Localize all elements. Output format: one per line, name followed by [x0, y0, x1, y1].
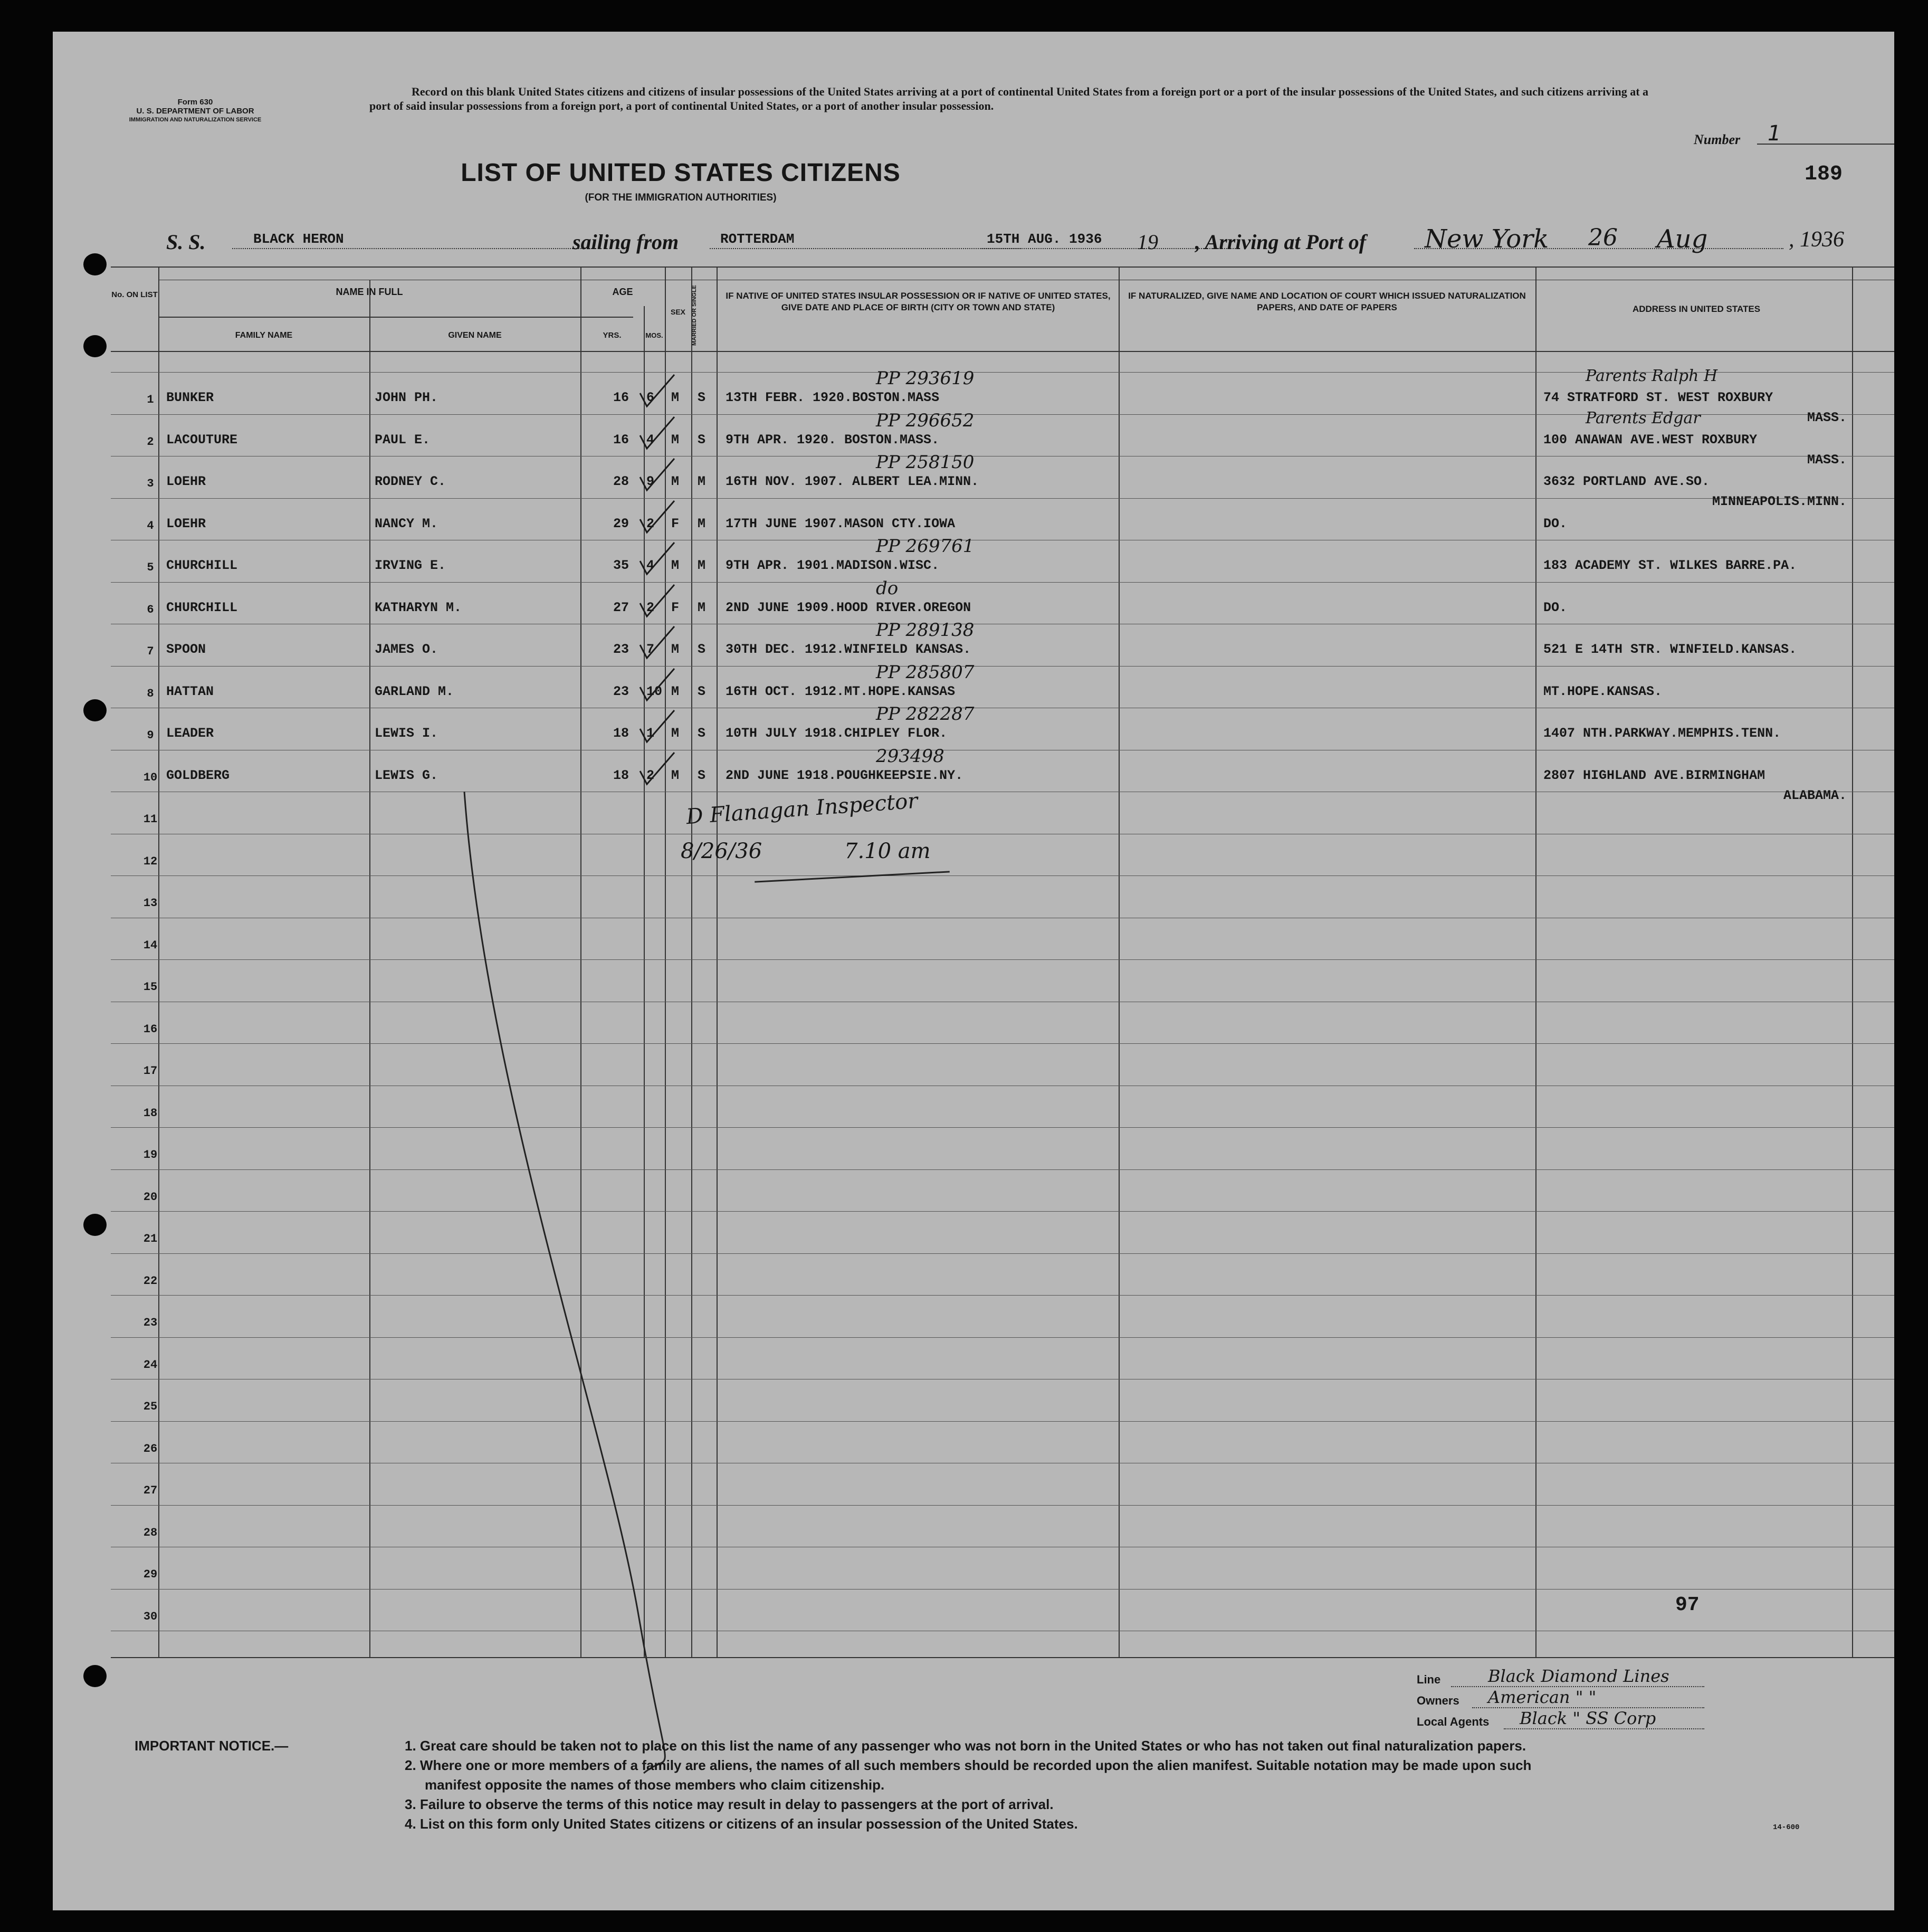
family-name: LEADER	[166, 726, 214, 741]
us-address-line2: ALABAMA.	[1783, 787, 1847, 803]
marital-status: M	[698, 516, 706, 531]
sex: M	[671, 432, 680, 448]
age-months: 2	[646, 516, 655, 531]
given-name: IRVING E.	[375, 558, 446, 573]
family-name: LACOUTURE	[166, 432, 238, 448]
row-number: 26	[143, 1442, 158, 1455]
given-name: JAMES O.	[375, 642, 438, 657]
us-address: 183 ACADEMY ST. WILKES BARRE.PA.	[1543, 558, 1797, 573]
row-number: 25	[143, 1400, 158, 1413]
us-address: 1407 NTH.PARKWAY.MEMPHIS.TENN.	[1543, 726, 1781, 741]
given-name: KATHARYN M.	[375, 599, 462, 615]
age-years: 16	[613, 432, 629, 448]
family-name: LOEHR	[166, 474, 206, 489]
line-value: Black Diamond Lines	[1488, 1666, 1669, 1686]
notice-label: IMPORTANT NOTICE.—	[135, 1738, 289, 1754]
row-number: 1	[147, 393, 154, 406]
age-years: 28	[613, 474, 629, 489]
service-name: IMMIGRATION AND NATURALIZATION SERVICE	[129, 117, 262, 123]
number-value: 1	[1768, 121, 1781, 146]
family-name: GOLDBERG	[166, 767, 230, 783]
given-name: PAUL E.	[375, 432, 431, 448]
row-number: 28	[143, 1526, 158, 1539]
header-naturalized: IF NATURALIZED, GIVE NAME AND LOCATION OF COURT WHICH ISSUED NATURALIZATION PAPERS, AND DATE OF PAPERS	[1128, 291, 1526, 312]
row-number: 7	[147, 645, 154, 658]
header-no-on-list: No. ON LIST	[111, 290, 158, 299]
header-family-name: FAMILY NAME	[235, 331, 293, 340]
marital-status: S	[698, 726, 706, 741]
passport-number: PP 289138	[876, 620, 975, 641]
birth-info: 13TH FEBR. 1920.BOSTON.MASS	[726, 390, 940, 405]
row-number: 27	[143, 1484, 158, 1497]
row-number: 12	[143, 854, 158, 868]
inspection-date: 8/26/36	[681, 839, 762, 863]
form-code: 14-600	[1773, 1823, 1800, 1832]
family-name: CHURCHILL	[166, 558, 238, 573]
passport-number: PP 285807	[876, 661, 975, 683]
row-number: 8	[147, 687, 154, 700]
us-address: MT.HOPE.KANSAS.	[1543, 683, 1663, 699]
age-months: 4	[646, 432, 655, 448]
birth-info: 16TH NOV. 1907. ALBERT LEA.MINN.	[726, 474, 979, 489]
row-number: 18	[143, 1106, 158, 1120]
binder-hole	[83, 1214, 107, 1236]
notice-item-2-cont: manifest opposite the names of those members who claim citizenship.	[425, 1777, 885, 1793]
sex: M	[671, 767, 680, 783]
row-number: 4	[147, 519, 154, 532]
agents-label: Local Agents	[1417, 1715, 1490, 1728]
department-name: U. S. DEPARTMENT OF LABOR	[136, 107, 254, 116]
age-years: 27	[613, 599, 629, 615]
header-given-name: GIVEN NAME	[448, 331, 502, 340]
marital-status: M	[698, 474, 706, 489]
header-age: AGE	[612, 287, 633, 297]
number-label: Number	[1694, 132, 1741, 147]
tally-number: 97	[1675, 1594, 1700, 1616]
header-yrs: YRS.	[603, 331, 622, 340]
owners-value: American " "	[1488, 1687, 1597, 1707]
inspector-signature: D Flanagan Inspector	[685, 788, 919, 830]
family-name: CHURCHILL	[166, 599, 238, 615]
row-number: 30	[143, 1610, 158, 1623]
notice-item-3: 3. Failure to observe the terms of this notice may result in delay to passengers at the port of arrival.	[405, 1796, 1054, 1812]
binder-hole	[83, 335, 107, 357]
row-number: 29	[143, 1568, 158, 1581]
age-months: 2	[646, 599, 655, 615]
given-name: NANCY M.	[375, 516, 438, 531]
row-number: 22	[143, 1274, 158, 1288]
owners-label: Owners	[1417, 1694, 1459, 1707]
sailing-from-label: sailing from	[572, 230, 679, 254]
line-label: Line	[1417, 1673, 1441, 1686]
age-years: 16	[613, 390, 629, 405]
arrival-month: Aug	[1657, 224, 1708, 254]
age-months: 2	[646, 767, 655, 783]
passport-number: PP 269761	[876, 536, 975, 557]
row-number: 6	[147, 603, 154, 616]
row-number: 13	[143, 897, 158, 910]
age-months: 10	[646, 683, 663, 699]
marital-status: M	[698, 599, 706, 615]
sex: M	[671, 683, 680, 699]
row-number: 9	[147, 729, 154, 742]
departure-port: ROTTERDAM	[720, 231, 795, 247]
binder-hole	[83, 253, 107, 275]
birth-info: 10TH JULY 1918.CHIPLEY FLOR.	[726, 726, 948, 741]
binder-hole	[83, 699, 107, 721]
row-number: 15	[143, 981, 158, 994]
year-suffix: 19	[1137, 230, 1158, 254]
departure-date: 15TH AUG. 1936	[987, 231, 1102, 247]
us-address-line2: MASS.	[1807, 410, 1847, 425]
family-name: HATTAN	[166, 683, 214, 699]
given-name: LEWIS G.	[375, 767, 438, 783]
us-address: DO.	[1543, 516, 1568, 531]
marital-status: S	[698, 390, 706, 405]
notice-item-1: 1. Great care should be taken not to place on this list the name of any passenger who was not born in the United States or who has not taken out final naturalization papers.	[405, 1738, 1526, 1754]
table-bottom-border	[111, 1657, 1894, 1658]
age-months: 7	[646, 642, 655, 657]
given-name: LEWIS I.	[375, 726, 438, 741]
birth-info: 2ND JUNE 1918.POUGHKEEPSIE.NY.	[726, 767, 963, 783]
row-number: 21	[143, 1232, 158, 1245]
birth-info: 17TH JUNE 1907.MASON CTY.IOWA	[726, 516, 956, 531]
header-married-single: MARRIED OR SINGLE	[691, 285, 698, 346]
sex: F	[671, 599, 680, 615]
marital-status: S	[698, 683, 706, 699]
age-years: 23	[613, 683, 629, 699]
sex: F	[671, 516, 680, 531]
family-name: SPOON	[166, 642, 206, 657]
row-number: 3	[147, 477, 154, 490]
passport-number: 293498	[876, 745, 944, 767]
age-years: 18	[613, 726, 629, 741]
agents-underline	[1504, 1728, 1704, 1729]
passport-number: PP 258150	[876, 452, 975, 473]
row-number: 10	[143, 770, 158, 784]
family-name: BUNKER	[166, 390, 214, 405]
agents-value: Black " SS Corp	[1520, 1708, 1656, 1728]
row-number: 11	[143, 813, 158, 826]
arrival-year: , 1936	[1789, 227, 1844, 252]
marital-status: S	[698, 432, 706, 448]
sex: M	[671, 390, 680, 405]
us-address-line2: MASS.	[1807, 452, 1847, 468]
passport-number: PP 282287	[876, 703, 975, 725]
row-number: 5	[147, 561, 154, 574]
row-number: 14	[143, 938, 158, 952]
ship-name: BLACK HERON	[253, 231, 344, 247]
form-number: Form 630	[177, 98, 213, 107]
birth-info: 30TH DEC. 1912.WINFIELD KANSAS.	[726, 642, 971, 657]
marital-status: S	[698, 642, 706, 657]
row-number: 16	[143, 1022, 158, 1036]
header-mos: MOS.	[645, 331, 663, 339]
row-number: 24	[143, 1358, 158, 1372]
sex: M	[671, 558, 680, 573]
age-months: 9	[646, 474, 655, 489]
us-address: 3632 PORTLAND AVE.SO.	[1543, 474, 1710, 489]
passport-number: PP 293619	[876, 368, 975, 389]
record-instructions: Record on this blank United States citizens and citizens of insular possessions of the United States arriving at a port of continental United States from a foreign port or a port of the insular possessions of the United States, and such citizens arriving at a port of said insular possessions from a foreign port, a port of continental United States, or a port of another insular possession.	[369, 85, 1649, 112]
binder-hole	[83, 1665, 107, 1687]
sex: M	[671, 642, 680, 657]
age-years: 29	[613, 516, 629, 531]
age-years: 23	[613, 642, 629, 657]
given-name: JOHN PH.	[375, 390, 438, 405]
us-address: 100 ANAWAN AVE.WEST ROXBURY	[1543, 432, 1758, 448]
us-address: 2807 HIGHLAND AVE.BIRMINGHAM	[1543, 767, 1765, 783]
age-years: 18	[613, 767, 629, 783]
row-number: 23	[143, 1316, 158, 1329]
notice-item-4: 4. List on this form only United States citizens or citizens of an insular possession of the United States.	[405, 1816, 1078, 1832]
age-months: 6	[646, 390, 655, 405]
header-address: ADDRESS IN UNITED STATES	[1632, 304, 1761, 314]
cancel-stroke	[53, 32, 1894, 1910]
age-months: 4	[646, 558, 655, 573]
row-number: 2	[147, 435, 154, 449]
given-name: RODNEY C.	[375, 474, 446, 489]
header-birth: IF NATIVE OF UNITED STATES INSULAR POSSESSION OR IF NATIVE OF UNITED STATES, GIVE DATE AND PLACE OF BIRTH (CITY OR TOWN AND STATE)	[726, 291, 1111, 312]
address-note: Parents Ralph H	[1586, 367, 1718, 385]
page-number: 189	[1805, 163, 1843, 186]
birth-info: 2ND JUNE 1909.HOOD RIVER.OREGON	[726, 599, 971, 615]
birth-info: 16TH OCT. 1912.MT.HOPE.KANSAS	[726, 683, 956, 699]
row-number: 20	[143, 1190, 158, 1204]
birth-info: 9TH APR. 1901.MADISON.WISC.	[726, 558, 940, 573]
given-name: GARLAND M.	[375, 683, 454, 699]
page-title: LIST OF UNITED STATES CITIZENS	[461, 159, 901, 187]
age-months: 1	[646, 726, 655, 741]
address-note: Parents Edgar	[1586, 408, 1701, 427]
arrival-port: New York	[1425, 224, 1549, 254]
arriving-label: , Arriving at Port of	[1195, 230, 1367, 254]
page-subtitle: (FOR THE IMMIGRATION AUTHORITIES)	[585, 192, 777, 203]
inspection-time: 7.10 am	[844, 839, 931, 863]
manifest-page	[53, 32, 1894, 1910]
notice-item-2: 2. Where one or more members of a family are aliens, the names of all such members should be recorded upon the alien manifest. Suitable notation may be made upon such	[405, 1757, 1532, 1773]
header-sex: SEX	[670, 308, 685, 316]
ss-label: S. S.	[166, 230, 206, 254]
us-address: 521 E 14TH STR. WINFIELD.KANSAS.	[1543, 642, 1797, 657]
age-years: 35	[613, 558, 629, 573]
us-address: 74 STRATFORD ST. WEST ROXBURY	[1543, 390, 1773, 405]
marital-status: M	[698, 558, 706, 573]
header-name-in-full: NAME IN FULL	[336, 287, 403, 297]
passport-number: do	[876, 577, 899, 599]
birth-info: 9TH APR. 1920. BOSTON.MASS.	[726, 432, 940, 448]
family-name: LOEHR	[166, 516, 206, 531]
passport-number: PP 296652	[876, 410, 975, 431]
us-address-line2: MINNEAPOLIS.MINN.	[1712, 494, 1847, 509]
us-address: DO.	[1543, 599, 1568, 615]
row-number: 19	[143, 1148, 158, 1162]
arrival-day: 26	[1588, 224, 1618, 251]
marital-status: S	[698, 767, 706, 783]
row-number: 17	[143, 1064, 158, 1078]
sex: M	[671, 474, 680, 489]
sex: M	[671, 726, 680, 741]
